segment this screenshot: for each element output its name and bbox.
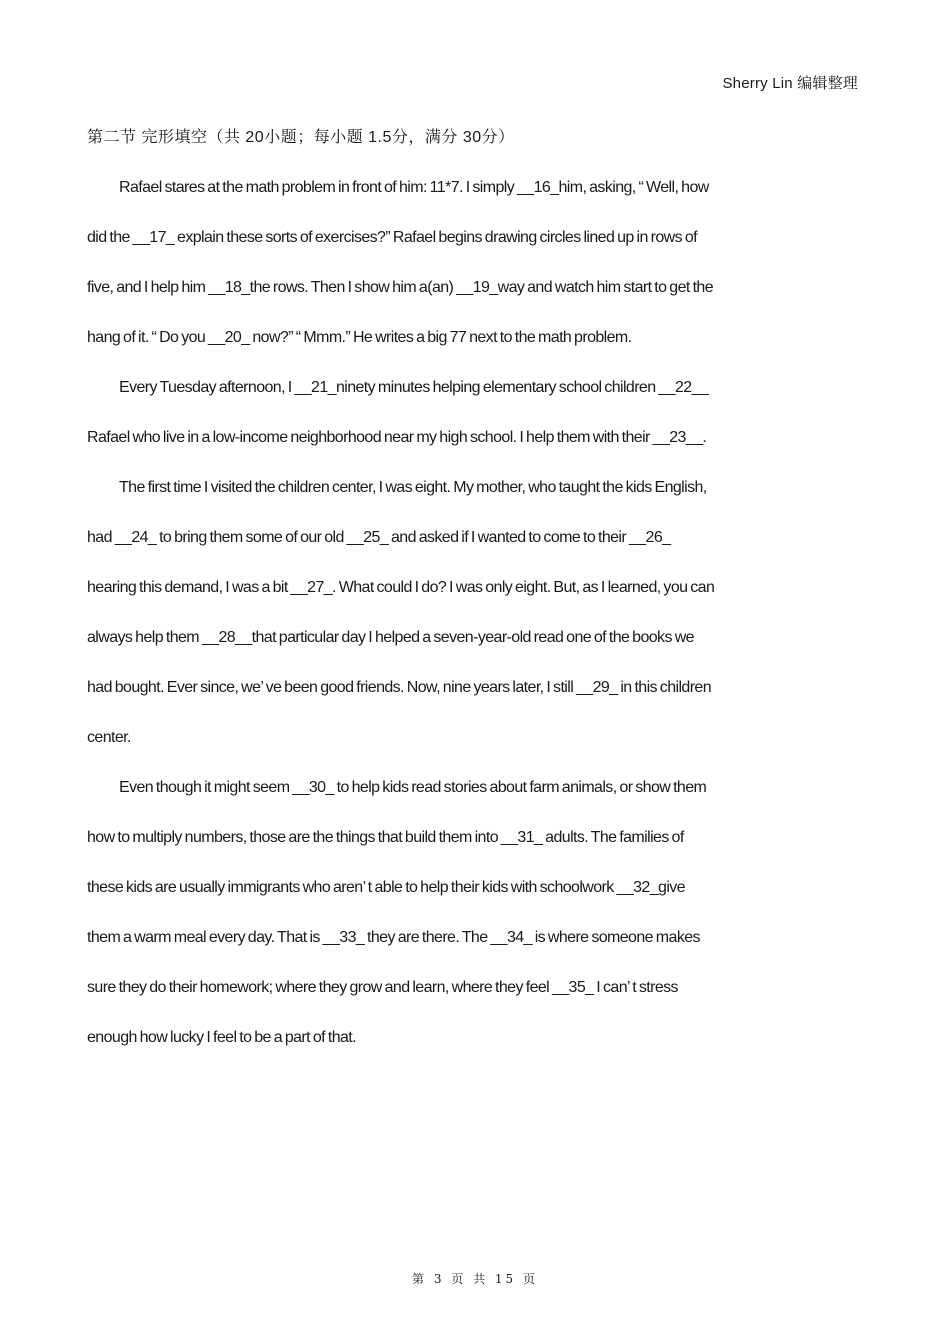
passage-paragraph-1: Rafael stares at the math problem in front of him: 11*7. I simply __16_him, asking, “ Well, how did the __17_ explain these sorts of exercises?” Rafael begins drawing circles lined up in rows of five, and I help him __18_the rows. Then I show him a(an) __19_way and watch him start to get the hang of it. “ Do you __20_ now?” “ Mmm.” He writes a big 77 next to the math problem. — [87, 179, 714, 346]
header-author: Sherry Lin 编辑整理 — [722, 75, 858, 92]
section-title: 第二节 完形填空（共 20小题；每小题 1.5分，满分 30分） — [87, 129, 515, 146]
passage-paragraph-4: Even though it might seem __30_ to help kids read stories about farm animals, or show them how to multiply numbers, those are the things that build them into __31_ adults. The families of these kids are usually immigrants who aren’ t able to help their kids with schoolwork __32_give them a warm meal every day. That is __33_ they are there. The __34_ is where someone makes sure they do their homework; where they grow and learn, where they feel __35_ I can’ t stress enough how lucky I feel to be a part of that. — [87, 779, 707, 1046]
page-number: 第 3 页 共 15 页 — [412, 1272, 538, 1286]
passage-paragraph-2: Every Tuesday afternoon, I __21_ninety minutes helping elementary school children __22__ Rafael who live in a low-income neighborhood near my high school. I help them with their __23__. — [87, 379, 709, 446]
passage-paragraph-3: The first time I visited the children center, I was eight. My mother, who taught the kids English, had __24_ to bring them some of our old __25_ and asked if I wanted to come to their __26_ hearing this demand, I was a bit __27_. What could I do? I was only eight. But, as I learned, you can always help them __28__that particular day I helped a seven-year-old read one of the books we had bought. Ever since, we’ ve been good friends. Now, nine years later, I still __29_ in this children center. — [87, 479, 715, 746]
cloze-passage — [87, 163, 717, 1063]
